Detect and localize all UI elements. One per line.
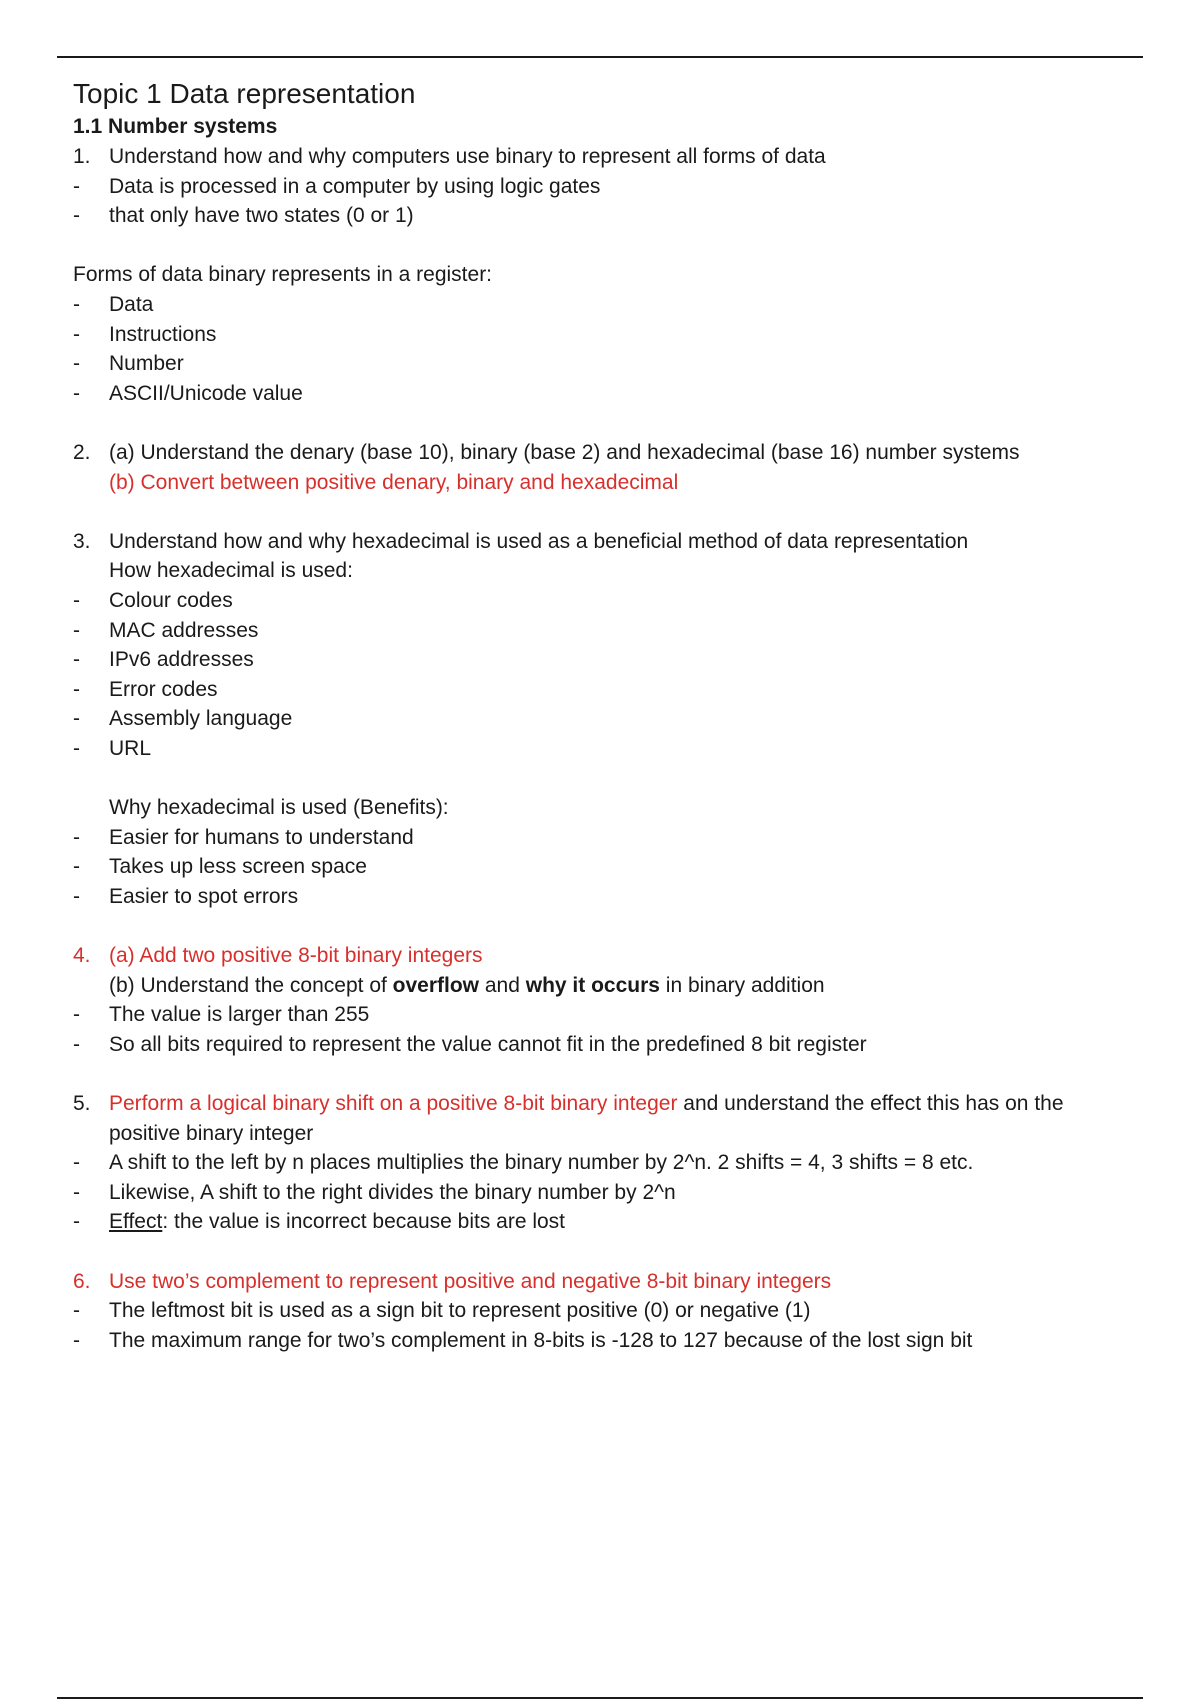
bullet: - Easier to spot errors (73, 884, 299, 908)
item-text: (a) Add two positive 8-bit binary integers (109, 944, 483, 968)
top-rule (57, 56, 1143, 58)
item-text: (a) Understand the denary (base 10), binary (base 2) and hexadecimal (base 16) number systems (109, 440, 1020, 464)
section-subtitle: 1.1 Number systems (73, 115, 278, 138)
bullet: - So all bits required to represent the value cannot fit in the predefined 8 bit register (73, 1032, 867, 1056)
bullet: - Likewise, A shift to the right divides the binary number by 2^n (73, 1180, 676, 1204)
item-text: and understand the effect this has on the (677, 1092, 1064, 1115)
forms-heading: Forms of data binary represents in a register: (73, 263, 493, 287)
item-text: Understand how and why hexadecimal is used as a beneficial method of data representation (109, 529, 969, 553)
item-5 (73, 1089, 1133, 1119)
bullet: - Data (73, 292, 154, 316)
bullet: - The value is larger than 255 (73, 1003, 370, 1027)
bullet: - Assembly language (73, 707, 293, 731)
bullet: - The leftmost bit is used as a sign bit to represent positive (0) or negative (1) (73, 1299, 811, 1323)
bullet: - Easier for humans to understand (73, 825, 414, 849)
item-2 (73, 438, 1133, 468)
bullet: - Instructions (73, 322, 217, 346)
bullet: - Colour codes (73, 588, 233, 612)
bullet: - Number (73, 352, 184, 376)
uses-heading: How hexadecimal is used: (109, 559, 353, 583)
item-number: 1. (73, 145, 91, 168)
item-text-red: Perform a logical binary shift on a positive 8-bit binary integer (109, 1092, 678, 1115)
item-number: 2. (73, 440, 91, 464)
item-text: Understand how and why computers use binary to represent all forms of data (109, 145, 826, 168)
item-number: 3. (73, 529, 91, 553)
item-5-cont: positive binary integer (109, 1121, 314, 1145)
item-6 (73, 1267, 1133, 1297)
bullet: - Error codes (73, 677, 218, 701)
item-4 (73, 941, 1133, 971)
bullet: - that only have two states (0 or 1) (73, 204, 414, 228)
bullet: - Data is processed in a computer by using logic gates (73, 174, 601, 198)
bullet: - IPv6 addresses (73, 648, 254, 672)
page-title: Topic 1 Data representation (73, 78, 416, 109)
item-1 (73, 142, 1133, 172)
document-body (73, 76, 1133, 1355)
item-4b: (b) Understand the concept of overflow and why it occurs in binary addition (109, 973, 825, 997)
bullet: - Takes up less screen space (73, 855, 367, 879)
bullet: - MAC addresses (73, 618, 259, 642)
bottom-rule (57, 1697, 1143, 1699)
item-3 (73, 527, 1133, 557)
item-number: 4. (73, 944, 91, 968)
bullet: - URL (73, 736, 152, 760)
item-text: Use two’s complement to represent positive and negative 8-bit binary integers (109, 1269, 832, 1293)
item-2b: (b) Convert between positive denary, binary and hexadecimal (109, 470, 679, 494)
item-number: 5. (73, 1092, 91, 1115)
bullet: - Effect: the value is incorrect because bits are lost (73, 1210, 566, 1234)
benefits-heading: Why hexadecimal is used (Benefits): (109, 796, 449, 820)
bullet: - ASCII/Unicode value (73, 381, 303, 405)
item-number: 6. (73, 1269, 91, 1293)
effect-label: Effect (109, 1210, 163, 1234)
bullet: - The maximum range for two’s complement in 8-bits is -128 to 127 because of the lost sign bit (73, 1328, 973, 1352)
bullet: - A shift to the left by n places multiplies the binary number by 2^n. 2 shifts = 4, 3 shifts = 8 etc. (73, 1151, 974, 1175)
